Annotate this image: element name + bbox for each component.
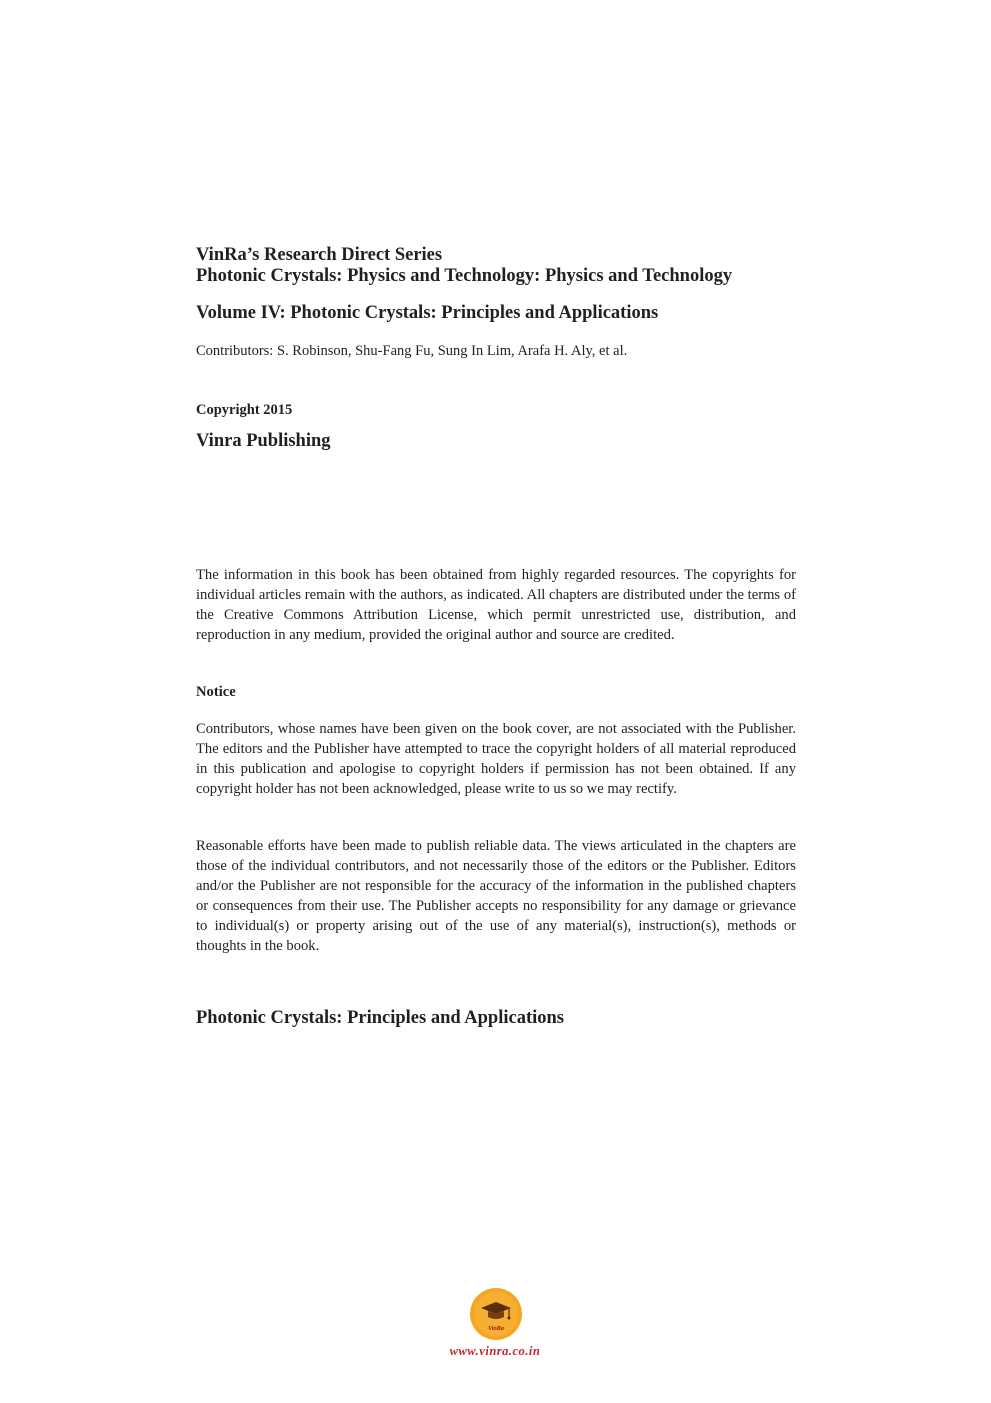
bottom-title: Photonic Crystals: Principles and Applications <box>196 1008 564 1028</box>
rights-paragraph: The information in this book has been obtained from highly regarded resources. The copyrights for individual articles remain with the authors, as indicated. All chapters are distributed under the terms of the Creative Commons Attribution License, which permit unrestricted use, distribution, and reproduction in any medium, provided the original author and source are credited. <box>196 567 796 643</box>
series-title: VinRa’s Research Direct Series <box>196 245 443 265</box>
volume-title: Volume IV: Photonic Crystals: Principles and Applications <box>196 303 659 323</box>
notice-heading: Notice <box>196 684 236 700</box>
contributors-line: Contributors: S. Robinson, Shu-Fang Fu, Sung In Lim, Arafa H. Aly, et al. <box>196 343 628 359</box>
publisher-logo <box>469 1287 523 1341</box>
graduation-cap-icon <box>469 1287 523 1341</box>
disclaimer-paragraph: Reasonable efforts have been made to publish reliable data. The views articulated in the chapters are those of the individual contributors, and not necessarily those of the editors or the Publisher. Editors and/or the Publisher are not responsible for the accuracy of the information in the published chapters or consequences from their use. The Publisher accepts no responsibility for any damage or grievance to individual(s) or property arising out of the use of any material(s), instruction(s), methods or thoughts in the book. <box>196 838 796 954</box>
website-link[interactable]: www.vinra.co.in <box>449 1344 541 1358</box>
copyright-label: Copyright 2015 <box>196 402 293 418</box>
book-title: Photonic Crystals: Physics and Technology: Physics and Technology <box>196 266 733 286</box>
notice-paragraph: Contributors, whose names have been given on the book cover, are not associated with the Publisher. The editors and the Publisher have attempted to trace the copyright holders of all material reproduced in this publication and apologise to copyright holders if permission has not been obtained. If any copyright holder has not been acknowledged, please write to us so we may rectify. <box>196 721 796 797</box>
logo-lettering: VinRa <box>488 1326 504 1332</box>
publisher-name: Vinra Publishing <box>196 431 331 451</box>
